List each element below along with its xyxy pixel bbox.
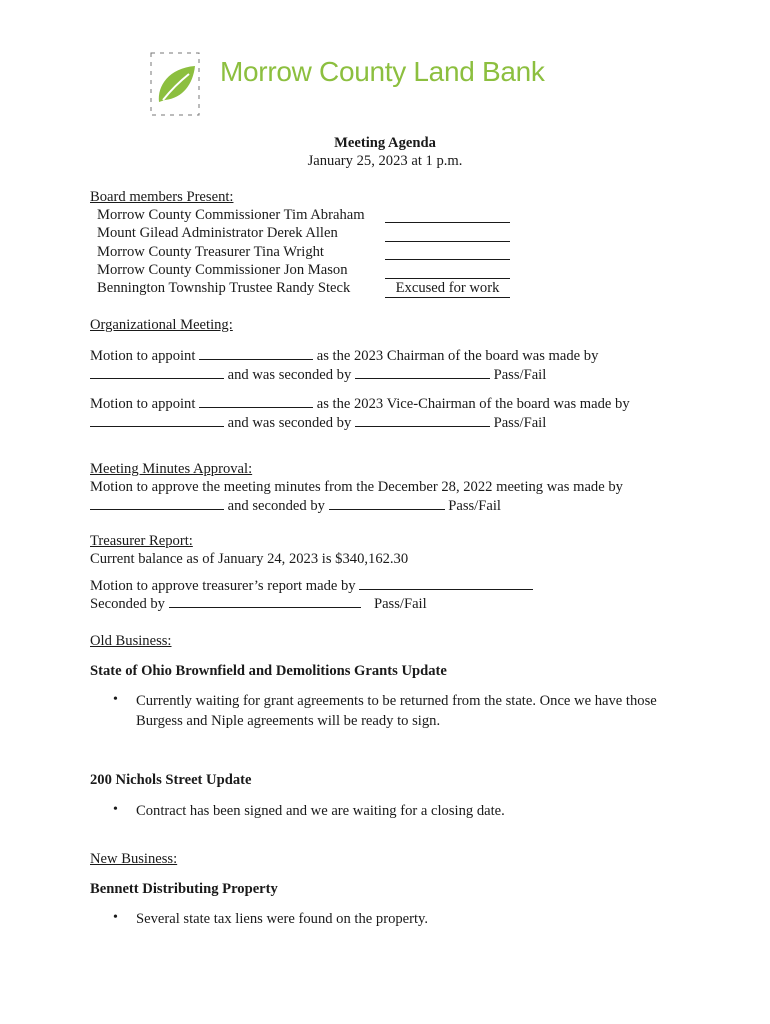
board-member: Morrow County Commissioner Jon Mason (97, 262, 348, 278)
motion-text: and was seconded by (227, 415, 352, 431)
new-business-heading: New Business: (90, 851, 178, 867)
bullet-icon: • (113, 802, 118, 817)
old-business-item-title: 200 Nichols Street Update (90, 772, 252, 788)
blank-field[interactable] (199, 394, 313, 408)
old-business-item-title: State of Ohio Brownfield and Demolitions Grants Update (90, 663, 447, 679)
minutes-motion: Motion to approve the meeting minutes from the December 28, 2022 meeting was made by (90, 479, 623, 495)
board-heading: Board members Present: (90, 189, 234, 205)
page-title: Meeting Agenda (334, 135, 436, 151)
board-member: Morrow County Treasurer Tina Wright (97, 244, 324, 260)
pass-fail: Pass/Fail (373, 596, 427, 612)
blank-field[interactable] (359, 576, 533, 590)
treasurer-heading: Treasurer Report: (90, 533, 193, 549)
blank-field[interactable] (329, 496, 445, 510)
blank-field[interactable] (199, 346, 313, 360)
pass-fail: Pass/Fail (448, 498, 501, 514)
old-business-bullet: Currently waiting for grant agreements to be returned from the state. Once we have those (136, 693, 657, 709)
board-member: Mount Gilead Administrator Derek Allen (97, 225, 338, 241)
board-member: Bennington Township Trustee Randy Steck (97, 280, 351, 296)
leaf-logo-icon (147, 50, 203, 118)
current-balance: Current balance as of January 24, 2023 is $340,162.30 (90, 551, 409, 567)
blank-field[interactable] (355, 413, 490, 427)
attendance-line[interactable] (385, 259, 510, 260)
motion-vice-chairman-line2 (90, 413, 546, 432)
old-business-bullet: Contract has been signed and we are waiting for a closing date. (136, 803, 505, 819)
pass-fail: Pass/Fail (493, 415, 547, 431)
motion-text: Motion to appoint (90, 396, 196, 412)
motion-text: as the 2023 Vice-Chairman of the board was made by (316, 396, 630, 412)
blank-field[interactable] (169, 594, 361, 608)
minutes-motion-line2 (90, 496, 501, 515)
organizational-heading: Organizational Meeting: (90, 317, 233, 333)
blank-field[interactable] (90, 365, 224, 379)
motion-text: Seconded by (90, 596, 165, 612)
pass-fail: Pass/Fail (493, 367, 547, 383)
treasurer-seconded (90, 594, 427, 613)
bullet-icon: • (113, 910, 118, 925)
board-member: Morrow County Commissioner Tim Abraham (97, 207, 365, 223)
blank-field[interactable] (355, 365, 490, 379)
motion-chairman-line1 (90, 346, 598, 365)
motion-text: and seconded by (227, 498, 325, 514)
minutes-heading: Meeting Minutes Approval: (90, 461, 253, 477)
treasurer-motion (90, 576, 533, 595)
motion-text: Motion to approve treasurer’s report made by (90, 578, 356, 594)
blank-field[interactable] (90, 496, 224, 510)
attendance-line[interactable] (385, 222, 510, 223)
motion-text: Motion to appoint (90, 348, 196, 364)
bullet-icon: • (113, 692, 118, 707)
org-name: Morrow County Land Bank (220, 56, 545, 87)
blank-field[interactable] (90, 413, 224, 427)
motion-text: and was seconded by (227, 367, 352, 383)
attendance-line[interactable] (385, 241, 510, 242)
old-business-bullet: Burgess and Niple agreements will be ready to sign. (136, 713, 441, 729)
motion-chairman-line2 (90, 365, 546, 384)
new-business-item-title: Bennett Distributing Property (90, 881, 278, 897)
motion-text: as the 2023 Chairman of the board was made by (316, 348, 599, 364)
old-business-heading: Old Business: (90, 633, 172, 649)
attendance-note: Excused for work (385, 279, 510, 298)
motion-vice-chairman-line1 (90, 394, 630, 413)
meeting-date: January 25, 2023 at 1 p.m. (307, 153, 463, 169)
new-business-bullet: Several state tax liens were found on the property. (136, 911, 429, 927)
